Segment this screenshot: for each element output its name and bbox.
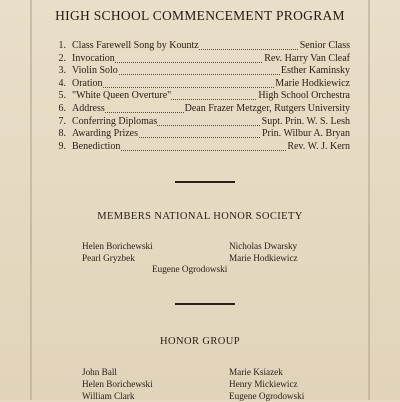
name-entry: William Clark [82,391,135,401]
program-item-name: Conferring Diplomas [72,115,158,127]
program-performer: Senior Class [299,40,350,51]
program-item [40,53,360,66]
program-item [40,65,360,78]
name-entry: Nicholas Dwarsky [229,241,298,251]
honor-group-title: HONOR GROUP [160,336,240,347]
program-number: 9. [58,140,66,152]
program-item [40,141,360,154]
honor-society-center-name: Eugene Ogrodowski [152,264,228,274]
program-number: 5. [58,90,66,102]
page-title: HIGH SCHOOL COMMENCEMENT PROGRAM [55,8,345,23]
name-entry: Marie Ksiazek [229,367,283,377]
program-item [40,116,360,129]
name-entry: Helen Borichewski [82,241,153,251]
honor-society-title: MEMBERS NATIONAL HONOR SOCIETY [97,211,303,222]
program-number: 2. [58,52,66,64]
program-item-name: "White Queen Overture" [72,90,172,102]
program-performer: Dean Frazer Metzger, Rutgers University [184,102,350,114]
program-performer: Prin. Wilbur A. Bryan [261,128,350,140]
program-item-name: Benediction [72,140,121,152]
program-item [40,90,360,103]
program-line [72,65,350,78]
program-item-name: Awarding Prizes [72,128,139,140]
divider-rule [175,181,235,183]
program-item-name: Address [72,102,105,114]
program-line [72,90,350,103]
program-item [40,78,360,91]
name-entry: Henry Mickiewicz [229,379,298,389]
name-entry: Helen Borichewski [82,379,153,389]
honor-group-left-column [82,366,153,402]
program-number: 3. [58,65,66,77]
honor-society-left-column [82,240,153,264]
program-line [72,78,350,91]
program-number: 7. [58,115,66,127]
program-performer: Rev. W. J. Kern [287,140,350,152]
program-line [72,141,350,154]
program-performer: Marie Hodkiewicz [275,77,350,89]
program-performer: Esther Kaminsky [280,65,350,77]
program-line [72,128,350,141]
name-entry: Eugene Ogrodowski [229,391,305,401]
program-item [40,40,360,53]
program-number: 4. [58,77,66,89]
program-item-name: Invocation [72,52,115,64]
program-line [72,40,350,53]
name-entry: Marie Hodkiewicz [229,253,298,263]
program-item-name: Violin Solo [72,65,118,77]
program-item-name: Class Farewell Song by Kountz [72,40,199,51]
program-performer: High School Orchestra [258,90,350,102]
divider-rule [175,303,235,305]
program-performer: Supt. Prin. W. S. Lesh [261,115,350,127]
program-number: 6. [58,102,66,114]
program-number: 8. [58,128,66,140]
program-list [40,40,360,153]
honor-group-right-column [229,366,304,402]
program-performer: Rev. Harry Van Cleaf [264,52,350,64]
honor-society-right-column [229,240,298,264]
program-line [72,116,350,129]
program-item [40,103,360,116]
program-item [40,128,360,141]
program-number: 1. [58,40,66,51]
name-entry: Pearl Gryzbek [82,253,135,263]
program-line [72,53,350,66]
name-entry: John Ball [82,367,117,377]
program-item-name: Oration [72,77,103,89]
program-line [72,103,350,116]
